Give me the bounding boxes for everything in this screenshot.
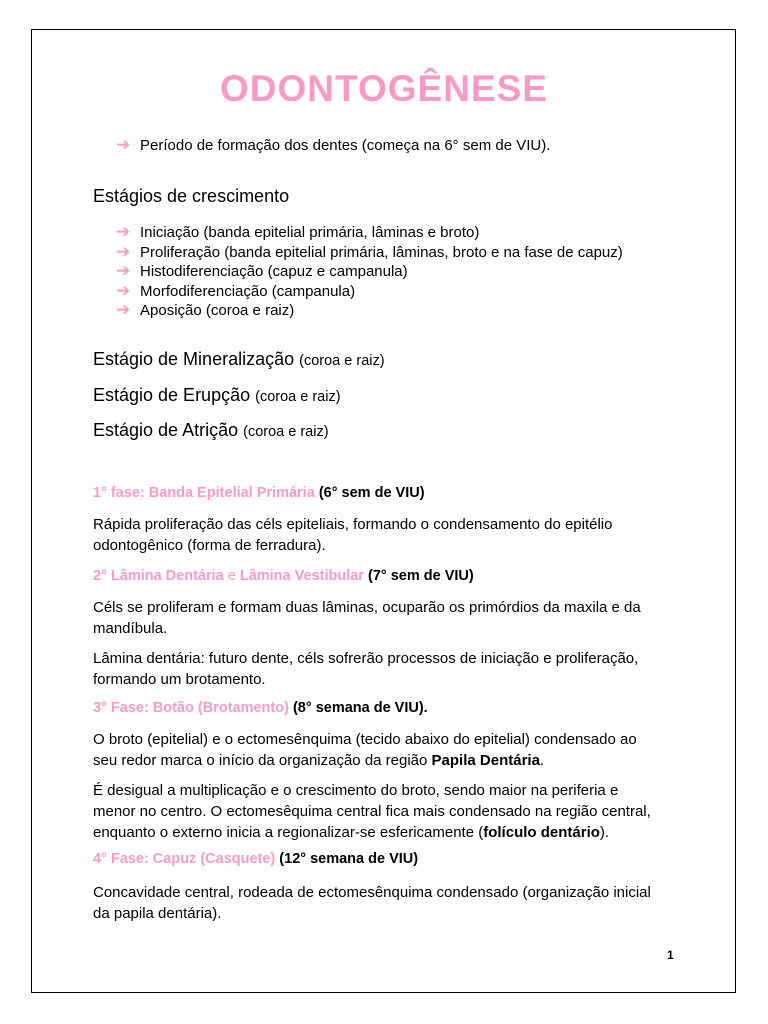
page-number: 1 [667, 948, 674, 962]
page-title: ODONTOGÊNESE [220, 68, 548, 109]
phase-1-heading: 1° fase: Banda Epitelial Primária (6° sem de VIU) [93, 485, 425, 501]
intro-line [116, 135, 550, 155]
phase-1-text: Rápida proliferação das céls epiteliais, formando o condensamento do epitélio odontogênico (forma de ferradura). [93, 516, 613, 554]
phase-4-heading: 4° Fase: Capuz (Casquete) (12° semana de VIU) [93, 851, 419, 867]
right-arrow-icon: ➔ [116, 280, 131, 300]
phase-2-heading: 2° Lâmina Dentária e Lâmina Vestibular (7° sem de VIU) [93, 568, 474, 584]
list-item: ➔ Iniciação (banda epitelial primária, lâminas e broto) [116, 222, 480, 241]
growth-heading: Estágios de crescimento [93, 186, 290, 206]
phase-4-text: Concavidade central, rodeada de ectomesênquima condensado (organização inicial da papila dentária). [93, 884, 651, 922]
list-item: ➔ Aposição (coroa e raiz) [116, 300, 295, 319]
phase-3-text-1: O broto (epitelial) e o ectomesênquima (tecido abaixo do epitelial) condensado ao seu redor marca o início da organização da região Papila Dentária. [93, 731, 637, 769]
phase-3-text-2: É desigual a multiplicação e o crescimento do broto, sendo maior na periferia e menor no centro. O ectomesêquima central fica mais condensado na região central, enquanto o externo inicia a regionalizar-se esfericamente (folículo dentário). [93, 782, 651, 841]
right-arrow-icon: ➔ [116, 135, 131, 154]
stage-mineralization: Estágio de Mineralização (coroa e raiz) [93, 349, 385, 369]
stage-attrition: Estágio de Atrição (coroa e raiz) [93, 420, 329, 440]
growth-list [116, 222, 623, 320]
list-item: ➔ Morfodiferenciação (campanula) [116, 280, 356, 300]
list-item: ➔ Histodiferenciação (capuz e campanula) [116, 261, 408, 280]
right-arrow-icon: ➔ [116, 241, 131, 261]
phase-2-text-2: Lâmina dentária: futuro dente, céls sofrerão processos de iniciação e proliferação, formando um brotamento. [93, 650, 639, 688]
phase-3-heading: 3° Fase: Botão (Brotamento) (8° semana de VIU). [93, 700, 428, 716]
stage-eruption: Estágio de Erupção (coroa e raiz) [93, 385, 341, 405]
right-arrow-icon: ➔ [116, 222, 131, 241]
right-arrow-icon: ➔ [116, 300, 131, 319]
intro-text: Período de formação dos dentes (começa na 6° sem de VIU). [140, 137, 551, 154]
right-arrow-icon: ➔ [116, 261, 131, 280]
phase-2-text-1: Céls se proliferam e formam duas lâminas, ocuparão os primórdios da maxila e da mandíbula. [93, 599, 641, 637]
list-item: ➔ Proliferação (banda epitelial primária, lâminas, broto e na fase de capuz) [116, 241, 623, 261]
page-border [31, 29, 736, 993]
